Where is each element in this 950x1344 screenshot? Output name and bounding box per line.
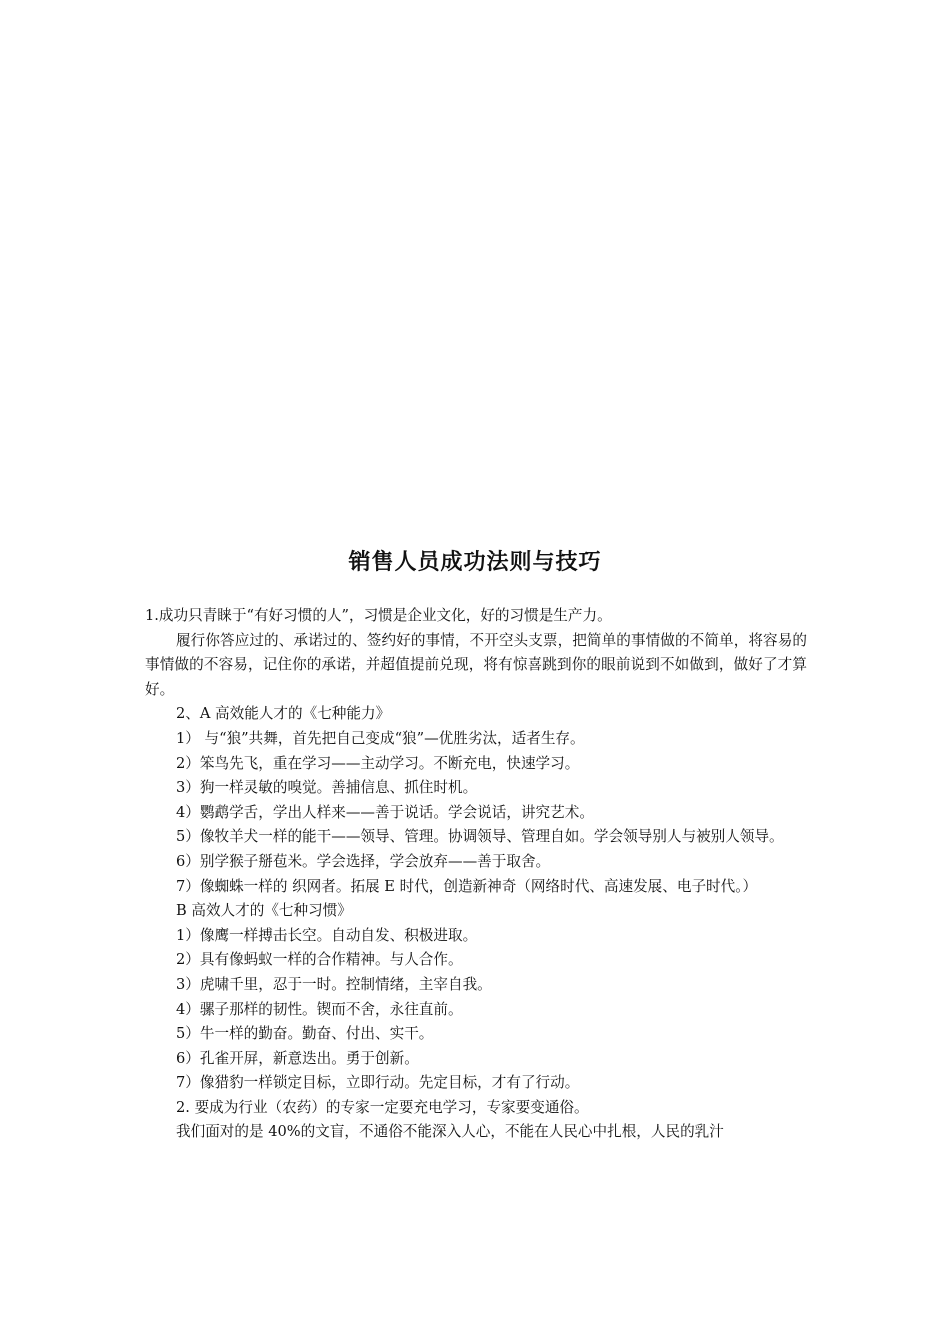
list-item: 7）像猎豹一样锁定目标，立即行动。先定目标，才有了行动。 <box>176 1074 580 1092</box>
section-heading: B 高效人才的《七种习惯》 <box>176 902 352 920</box>
list-item: 3）虎啸千里，忍于一时。控制情绪，主宰自我。 <box>176 975 492 993</box>
document-title: 销售人员成功法则与技巧 <box>348 550 602 575</box>
list-item: 6）别学猴子掰苞米。学会选择，学会放弃——善于取舍。 <box>176 852 551 870</box>
list-item: 4）骡子那样的韧性。锲而不舍，永往直前。 <box>176 1000 463 1018</box>
paragraph: 履行你答应过的、承诺过的、签约好的事情，不开空头支票，把简单的事情做的不简单，将容易的事情做的不容易，记住你的承诺，并超值提前兑现，将有惊喜跳到你的眼前说到不如做到，做好了才算好。 <box>145 631 807 698</box>
paragraph: 我们面对的是 40%的文盲，不通俗不能深入人心，不能在人民心中扎根，人民的乳汁 <box>176 1123 724 1141</box>
paragraph: 1.成功只青睐于“有好习惯的人”，习惯是企业文化，好的习惯是生产力。 <box>145 607 612 624</box>
section-heading: 2、A 高效能人才的《七种能力》 <box>176 705 391 723</box>
list-item: 4）鹦鹉学舌，学出人样来——善于说话。学会说话，讲究艺术。 <box>176 803 594 821</box>
document-body <box>145 604 807 1145</box>
list-item: 5）牛一样的勤奋。勤奋、付出、实干。 <box>176 1025 434 1043</box>
list-item: 7）像蜘蛛一样的 织网者。拓展 E 时代，创造新神奇（网络时代、高速发展、电子时代。） <box>176 877 758 895</box>
list-item: 1）像鹰一样搏击长空。自动自发、积极进取。 <box>176 926 478 944</box>
list-item: 2）具有像蚂蚁一样的合作精神。与人合作。 <box>176 951 463 969</box>
list-item: 3）狗一样灵敏的嗅觉。善捕信息、抓住时机。 <box>176 779 478 797</box>
list-item: 5）像牧羊犬一样的能干——领导、管理。协调领导、管理自如。学会领导别人与被别人领导。 <box>176 828 784 846</box>
section-heading: 2. 要成为行业（农药）的专家一定要充电学习，专家要变通俗。 <box>176 1098 589 1116</box>
list-item: 2）笨鸟先飞，重在学习——主动学习。不断充电，快速学习。 <box>176 754 580 772</box>
list-item: 1） 与“狼”共舞，首先把自己变成“狼”—优胜劣汰，适者生存。 <box>176 729 585 747</box>
list-item: 6）孔雀开屏，新意迭出。勇于创新。 <box>176 1049 419 1067</box>
